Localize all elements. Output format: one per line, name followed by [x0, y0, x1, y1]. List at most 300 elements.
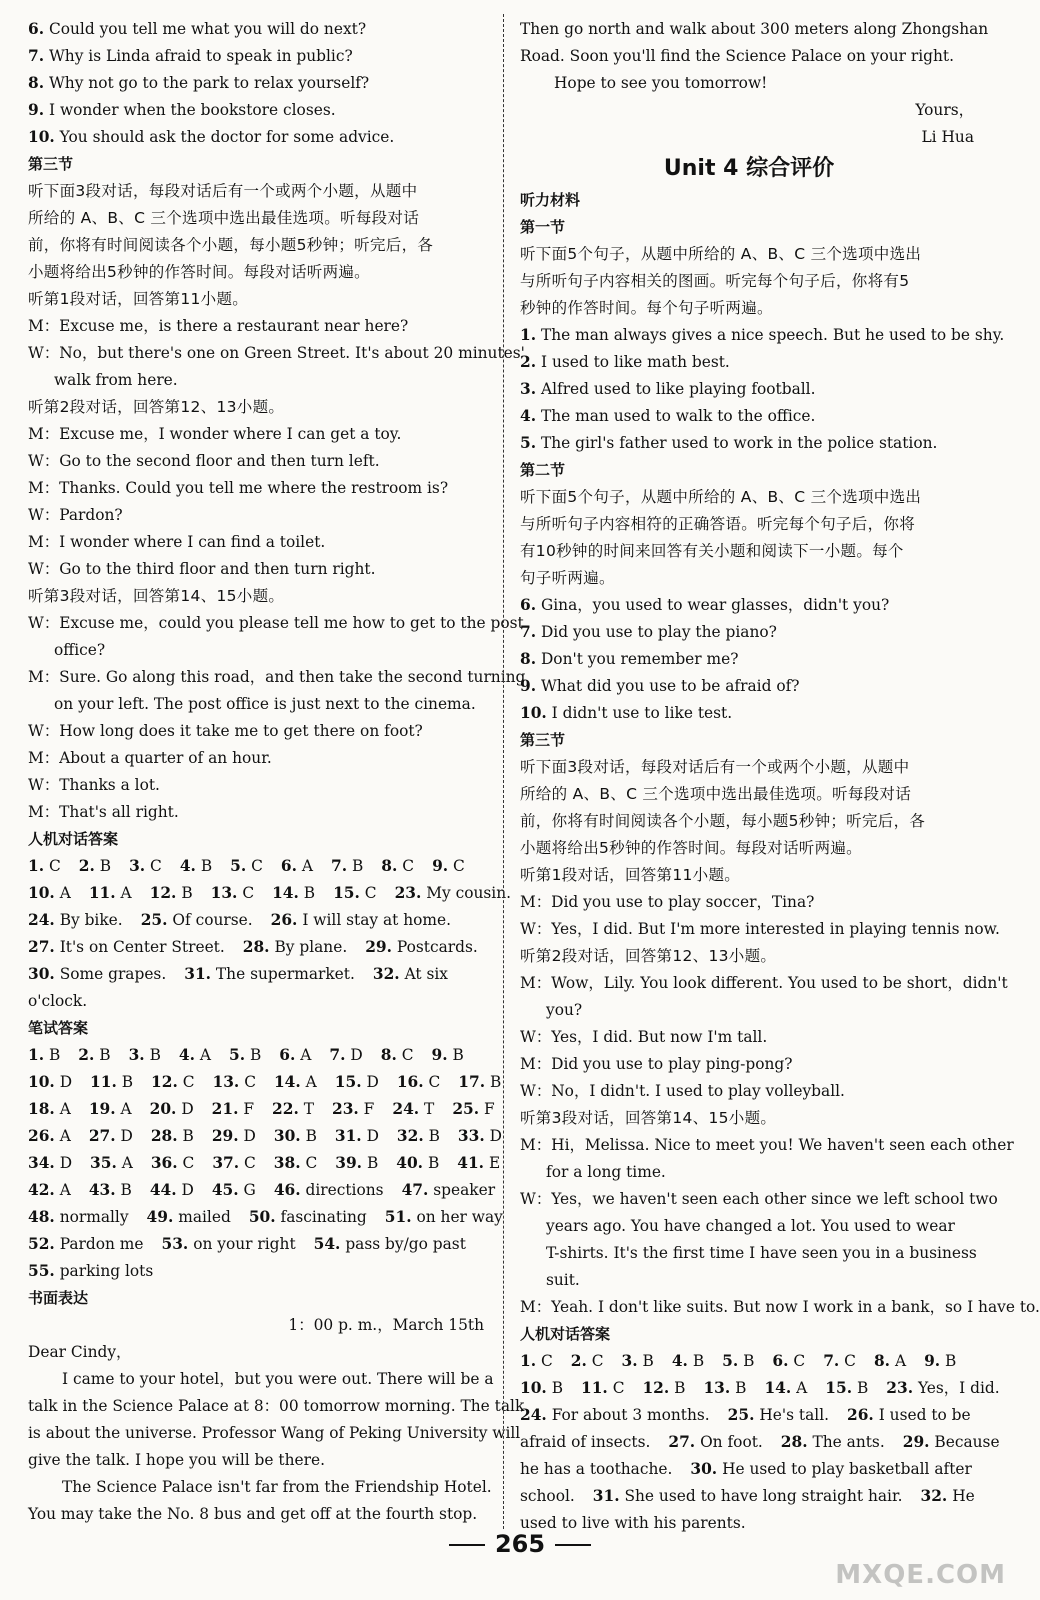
text-line-continued: on your left. The post office is just next to the cinema. [54, 695, 476, 713]
section-heading: 人机对话答案 [28, 830, 119, 848]
answer-value: C [793, 1352, 806, 1370]
answer-item [335, 1123, 379, 1150]
answer-row [520, 1429, 1000, 1456]
answer-item [581, 1375, 624, 1402]
answer-item [28, 934, 225, 961]
answer-number: 27. [88, 1127, 116, 1145]
answer-number: 26. [28, 1127, 55, 1145]
answer-value: B [200, 857, 213, 875]
answer-item [212, 1123, 256, 1150]
answer-number: 40. [396, 1154, 424, 1172]
instruction-line: 听第3段对话，回答第14、15小题。 [520, 1109, 777, 1127]
answer-number: 44. [149, 1181, 177, 1199]
answer-item [79, 853, 111, 880]
answer-number: 15. [333, 884, 360, 902]
text-line: M：Did you use to play soccer，Tina? [520, 893, 815, 911]
answer-value: B [551, 1379, 563, 1397]
answer-row [520, 1456, 978, 1483]
answer-number: 17. [458, 1073, 486, 1091]
answer-item [28, 907, 123, 934]
answer-value: He used to play basketball after [722, 1460, 972, 1478]
answer-item [28, 1204, 129, 1231]
question-line [520, 322, 1005, 349]
answer-item [703, 1375, 746, 1402]
answer-item [874, 1348, 906, 1375]
answer-item [672, 1348, 704, 1375]
answer-value: Yes，I did. [917, 1379, 1000, 1397]
answer-value: He's tall. [759, 1406, 830, 1424]
answer-number: 4. [671, 1352, 688, 1370]
answer-item [520, 1375, 563, 1402]
answer-item [571, 1348, 604, 1375]
answer-row [28, 880, 512, 907]
text-line: M：Yeah. I don't like suits. But now I work in a bank，so I have to. [520, 1298, 1040, 1316]
answer-row [520, 1348, 978, 1375]
question-line [520, 376, 978, 403]
answer-item [332, 1096, 374, 1123]
instruction-line: 与所听句子内容相符的正确答语。听完每个句子后，你将 [520, 515, 916, 533]
answer-value: C [182, 1154, 195, 1172]
answer-number: 15. [825, 1379, 853, 1397]
question-text: Gina，you used to wear glasses，didn't you? [536, 596, 890, 614]
answer-row [28, 1096, 495, 1123]
answer-number: 3. [128, 1046, 145, 1064]
answer-number: 25. [140, 911, 168, 929]
answer-item [28, 1150, 72, 1177]
answer-number: 27. [28, 938, 55, 956]
answer-value: B [489, 1073, 502, 1091]
answer-item [728, 1402, 829, 1429]
answer-value: A [59, 1181, 71, 1199]
answer-number: 24. [392, 1100, 420, 1118]
question-text: Alfred used to like playing football. [536, 380, 816, 398]
answer-item [184, 961, 355, 988]
answer-item [520, 1429, 650, 1456]
text-line: M：Wow，Lily. You look different. You used to be short，didn't [520, 974, 1008, 992]
answer-number: 45. [211, 1181, 239, 1199]
answer-value: B [305, 1127, 317, 1145]
question-text: Why not go to the park to relax yourself? [44, 74, 370, 92]
answer-item [150, 880, 193, 907]
answer-value: Postcards. [396, 938, 478, 956]
question-number: 10. [520, 704, 547, 722]
answer-value: B [856, 1379, 869, 1397]
answer-number: 4. [179, 857, 196, 875]
answer-number: 7. [329, 1046, 346, 1064]
text-line: Road. Soon you'll find the Science Palace on your right. [520, 47, 955, 65]
answer-number: 26. [270, 911, 298, 929]
answer-item [89, 1123, 133, 1150]
question-text: Could you tell me what you will do next? [44, 20, 367, 38]
answer-value: C [540, 1352, 553, 1370]
text-line: W：No，I didn't. I used to play volleyball. [520, 1082, 845, 1100]
question-number: 8. [28, 74, 45, 92]
answer-number: 21. [211, 1100, 239, 1118]
text-line: is about the universe. Professor Wang of Peking University will [28, 1424, 521, 1442]
answer-value: B [182, 1127, 194, 1145]
answer-number: 10. [28, 1073, 55, 1091]
answer-value: B [99, 857, 112, 875]
answer-item [28, 1231, 144, 1258]
answer-item [457, 1150, 500, 1177]
text-line-continued: for a long time. [546, 1163, 666, 1181]
question-line [520, 673, 978, 700]
answer-number: 11. [88, 884, 116, 902]
answer-number: 12. [149, 884, 177, 902]
answer-value: T [424, 1100, 435, 1118]
answer-item [764, 1375, 807, 1402]
instruction-line: 听第2段对话，回答第12、13小题。 [28, 398, 285, 416]
answer-item [150, 1096, 194, 1123]
answer-value: C [48, 857, 61, 875]
answer-number: 42. [28, 1181, 55, 1199]
answer-item [179, 1042, 211, 1069]
answer-number: 49. [146, 1208, 174, 1226]
answer-number: 31. [184, 965, 212, 983]
answer-row [28, 1123, 502, 1150]
answer-value: D [181, 1181, 194, 1199]
answer-number: 38. [273, 1154, 301, 1172]
answer-value: on her way [416, 1208, 503, 1226]
answer-row [28, 1231, 488, 1258]
answer-item [89, 880, 132, 907]
question-number: 5. [520, 434, 537, 452]
answer-item [229, 1042, 261, 1069]
answer-value: B [351, 857, 364, 875]
answer-item [211, 880, 254, 907]
answer-number: 18. [28, 1100, 55, 1118]
question-line [28, 16, 488, 43]
answer-number: 32. [396, 1127, 424, 1145]
answer-value: D [181, 1100, 194, 1118]
question-text: What did you use to be afraid of? [536, 677, 800, 695]
instruction-line: 听第1段对话，回答第11小题。 [520, 866, 741, 884]
answer-item [243, 934, 347, 961]
answer-number: 10. [28, 884, 55, 902]
answer-number: 55. [28, 1262, 55, 1280]
question-line [28, 43, 488, 70]
answer-value: Pardon me [59, 1235, 144, 1253]
answer-number: 53. [161, 1235, 189, 1253]
question-line [28, 124, 488, 151]
instruction-line: 所给的 A、B、C 三个选项中选出最佳选项。听每段对话 [520, 785, 912, 803]
answer-number: 7. [331, 857, 348, 875]
text-line-continued: you? [546, 1001, 583, 1019]
text-line: W：Excuse me，could you please tell me how to get to the post [28, 614, 524, 632]
answer-number: 51. [384, 1208, 412, 1226]
answer-item [89, 1096, 132, 1123]
answer-row [520, 1483, 978, 1510]
answer-number: 29. [365, 938, 392, 956]
text-line: M：I wonder where I can find a toilet. [28, 533, 326, 551]
answer-item [722, 1348, 754, 1375]
answer-item [279, 1042, 311, 1069]
answer-item [151, 1069, 194, 1096]
answer-value: normally [59, 1208, 129, 1226]
answer-value: on your right [193, 1235, 296, 1253]
answer-item [432, 1042, 464, 1069]
answer-item [825, 1375, 868, 1402]
answer-number: 28. [150, 1127, 178, 1145]
answer-item [924, 1348, 956, 1375]
answer-item [151, 1150, 194, 1177]
answer-number: 23. [331, 1100, 359, 1118]
answer-value: A [300, 1046, 312, 1064]
answer-number: 41. [457, 1154, 485, 1172]
answer-item [385, 1204, 503, 1231]
question-line [520, 403, 978, 430]
answer-item [329, 1042, 362, 1069]
answer-row [28, 1150, 501, 1177]
indented-line: The Science Palace isn't far from the Friendship Hotel. [62, 1478, 492, 1496]
question-text: I used to like math best. [536, 353, 730, 371]
section-heading: 听力材料 [520, 191, 581, 209]
answer-item [772, 1348, 805, 1375]
answer-item [180, 853, 212, 880]
answer-row [28, 961, 488, 988]
answer-value: B [181, 884, 193, 902]
answer-value: C [251, 857, 263, 875]
answer-value: fascinating [280, 1208, 367, 1226]
answer-value: A [59, 884, 71, 902]
answer-item [823, 1348, 856, 1375]
answer-number: 6. [772, 1352, 789, 1370]
answer-value: B [121, 1073, 134, 1091]
answer-number: 46. [273, 1181, 301, 1199]
question-number: 1. [520, 326, 537, 344]
answer-item [381, 853, 414, 880]
answer-number: 5. [229, 1046, 246, 1064]
answer-item [162, 1231, 296, 1258]
answer-value: C [402, 857, 415, 875]
answer-item [78, 1042, 110, 1069]
answer-value: A [59, 1127, 71, 1145]
answer-value: The ants. [812, 1433, 885, 1451]
text-line: o'clock. [28, 992, 88, 1010]
question-line [520, 700, 978, 727]
answer-row [28, 907, 488, 934]
answer-value: C [844, 1352, 856, 1370]
text-line: W：Go to the third floor and then turn right. [28, 560, 376, 578]
answer-number: 9. [432, 857, 449, 875]
answer-item [373, 961, 448, 988]
answer-item [690, 1456, 972, 1483]
answer-item [151, 1123, 194, 1150]
answer-value: school. [520, 1487, 575, 1505]
answer-value: The supermarket. [215, 965, 355, 983]
answer-row [520, 1375, 1000, 1402]
answer-value: C [612, 1379, 625, 1397]
text-line: used to live with his parents. [520, 1514, 746, 1532]
answer-item [212, 1096, 254, 1123]
answer-item [335, 1069, 379, 1096]
answer-value: B [249, 1046, 262, 1064]
answer-item [129, 853, 162, 880]
answer-item [90, 1150, 133, 1177]
answer-number: 19. [88, 1100, 116, 1118]
answer-value: pass by/go past [345, 1235, 466, 1253]
answer-item [921, 1483, 975, 1510]
unit-title: Unit 4 综合评价 [663, 156, 835, 181]
answer-value: On foot. [700, 1433, 763, 1451]
question-line [520, 592, 978, 619]
text-line-continued: walk from here. [54, 371, 178, 389]
answer-item [402, 1177, 496, 1204]
right-aligned-line: 1：00 p. m.，March 15th [288, 1316, 484, 1334]
answer-item [432, 853, 465, 880]
answer-value: mailed [178, 1208, 231, 1226]
answer-item [593, 1483, 903, 1510]
text-line-continued: years ago. You have changed a lot. You used to wear [546, 1217, 955, 1235]
instruction-line: 听第3段对话，回答第14、15小题。 [28, 587, 285, 605]
question-number: 3. [520, 380, 537, 398]
instruction-line: 听下面5个句子，从题中所给的 A、B、C 三个选项中选出 [520, 245, 922, 263]
question-number: 2. [520, 353, 537, 371]
answer-number: 39. [335, 1154, 363, 1172]
question-text: Don't you remember me? [536, 650, 739, 668]
answer-item [335, 1150, 378, 1177]
answer-value: afraid of insects. [520, 1433, 651, 1451]
answer-value: F [363, 1100, 375, 1118]
answer-value: B [303, 884, 316, 902]
answer-number: 5. [230, 857, 247, 875]
answer-row [28, 1069, 502, 1096]
answer-item [249, 1204, 367, 1231]
answer-item [903, 1429, 1000, 1456]
question-number: 10. [28, 128, 55, 146]
text-line: Dear Cindy， [28, 1343, 132, 1361]
instruction-line: 句子听两遍。 [520, 569, 615, 587]
answer-number: 3. [621, 1352, 638, 1370]
answer-item [271, 907, 451, 934]
answer-number: 25. [727, 1406, 755, 1424]
answer-number: 28. [242, 938, 270, 956]
section-heading: 第三节 [520, 731, 566, 749]
instruction-line: 听下面3段对话，每段对话后有一个或两个小题，从题中 [520, 758, 910, 776]
answer-value: C [244, 1073, 256, 1091]
answer-number: 11. [90, 1073, 117, 1091]
answer-item [230, 853, 263, 880]
answer-value: B [428, 1127, 440, 1145]
answer-value: speaker [433, 1181, 496, 1199]
answer-item [213, 1069, 256, 1096]
answer-number: 36. [150, 1154, 178, 1172]
answer-number: 10. [520, 1379, 547, 1397]
answer-number: 54. [313, 1235, 341, 1253]
answer-number: 1. [28, 857, 45, 875]
answer-value: D [366, 1127, 379, 1145]
answer-number: 48. [28, 1208, 55, 1226]
answer-item [212, 1177, 256, 1204]
answer-item [520, 1483, 575, 1510]
answer-value: Some grapes. [59, 965, 167, 983]
answer-value: C [453, 857, 465, 875]
text-line: W：Go to the second floor and then turn left. [28, 452, 380, 470]
instruction-line: 听下面5个句子，从题中所给的 A、B、C 三个选项中选出 [520, 488, 922, 506]
text-line-continued: office? [54, 641, 106, 659]
answer-number: 20. [149, 1100, 177, 1118]
answer-row [28, 1258, 488, 1285]
answer-value: B [452, 1046, 464, 1064]
text-line: W：Pardon? [28, 506, 123, 524]
answer-value: T [303, 1100, 314, 1118]
question-text: Why is Linda afraid to speak in public? [44, 47, 353, 65]
answer-number: 12. [642, 1379, 670, 1397]
answer-number: 6. [279, 1046, 296, 1064]
answer-item [458, 1123, 502, 1150]
answer-number: 28. [780, 1433, 808, 1451]
question-text: Did you use to play the piano? [536, 623, 777, 641]
answer-number: 12. [151, 1073, 178, 1091]
answer-item [396, 1150, 439, 1177]
answer-value: He [952, 1487, 975, 1505]
answer-number: 24. [28, 911, 55, 929]
answer-value: C [401, 1046, 414, 1064]
answer-item [520, 1348, 553, 1375]
answer-value: C [244, 1154, 256, 1172]
answer-item [397, 1123, 440, 1150]
question-line [28, 97, 488, 124]
answer-item [781, 1429, 885, 1456]
answer-item [333, 880, 376, 907]
question-number: 8. [520, 650, 537, 668]
answer-number: 23. [886, 1379, 914, 1397]
answer-value: Of course. [172, 911, 253, 929]
instruction-line: 听第1段对话，回答第11小题。 [28, 290, 249, 308]
footer-dash-left [449, 1544, 485, 1546]
answer-value: he has a toothache. [520, 1460, 673, 1478]
answer-number: 22. [272, 1100, 299, 1118]
answer-value: C [182, 1073, 195, 1091]
page-footer [0, 1530, 1040, 1558]
answer-item [28, 880, 71, 907]
answer-value: B [48, 1046, 61, 1064]
question-number: 9. [520, 677, 537, 695]
answer-number: 9. [924, 1352, 941, 1370]
answer-value: E [488, 1154, 501, 1172]
answer-item [28, 853, 61, 880]
answer-number: 14. [272, 884, 299, 902]
answer-item [28, 1096, 71, 1123]
answer-value: I used to be [878, 1406, 971, 1424]
instruction-line: 小题将给出5秒钟的作答时间。每段对话听两遍。 [520, 839, 862, 857]
instruction-line: 听第2段对话，回答第12、13小题。 [520, 947, 777, 965]
answer-value: A [796, 1379, 808, 1397]
answer-number: 29. [211, 1127, 239, 1145]
answer-item [886, 1375, 999, 1402]
answer-value: B [149, 1046, 161, 1064]
instruction-line: 有10秒钟的时间来回答有关小题和阅读下一小题。每个 [520, 542, 904, 560]
answer-row [28, 1204, 503, 1231]
answer-number: 43. [88, 1181, 116, 1199]
answer-value: C [591, 1352, 604, 1370]
answer-number: 3. [129, 857, 146, 875]
instruction-line: 前，你将有时间阅读各个小题，每小题5秒钟；听完后，各 [520, 812, 926, 830]
answer-number: 2. [570, 1352, 587, 1370]
answer-value: directions [305, 1181, 384, 1199]
section-heading: 第一节 [520, 218, 566, 236]
answer-value: B [743, 1352, 755, 1370]
answer-number: 6. [280, 857, 297, 875]
instruction-line: 与所听句子内容相关的图画。听完每个句子后，你将有5 [520, 272, 910, 290]
answer-value: parking lots [59, 1262, 154, 1280]
answer-number: 32. [372, 965, 400, 983]
text-line: talk in the Science Palace at 8：00 tomorrow morning. The talk [28, 1397, 525, 1415]
answer-item [668, 1429, 762, 1456]
text-line: W：No，but there's one on Green Street. It's about 20 minutes' [28, 344, 525, 362]
question-number: 6. [28, 20, 45, 38]
question-text: The man used to walk to the office. [536, 407, 816, 425]
